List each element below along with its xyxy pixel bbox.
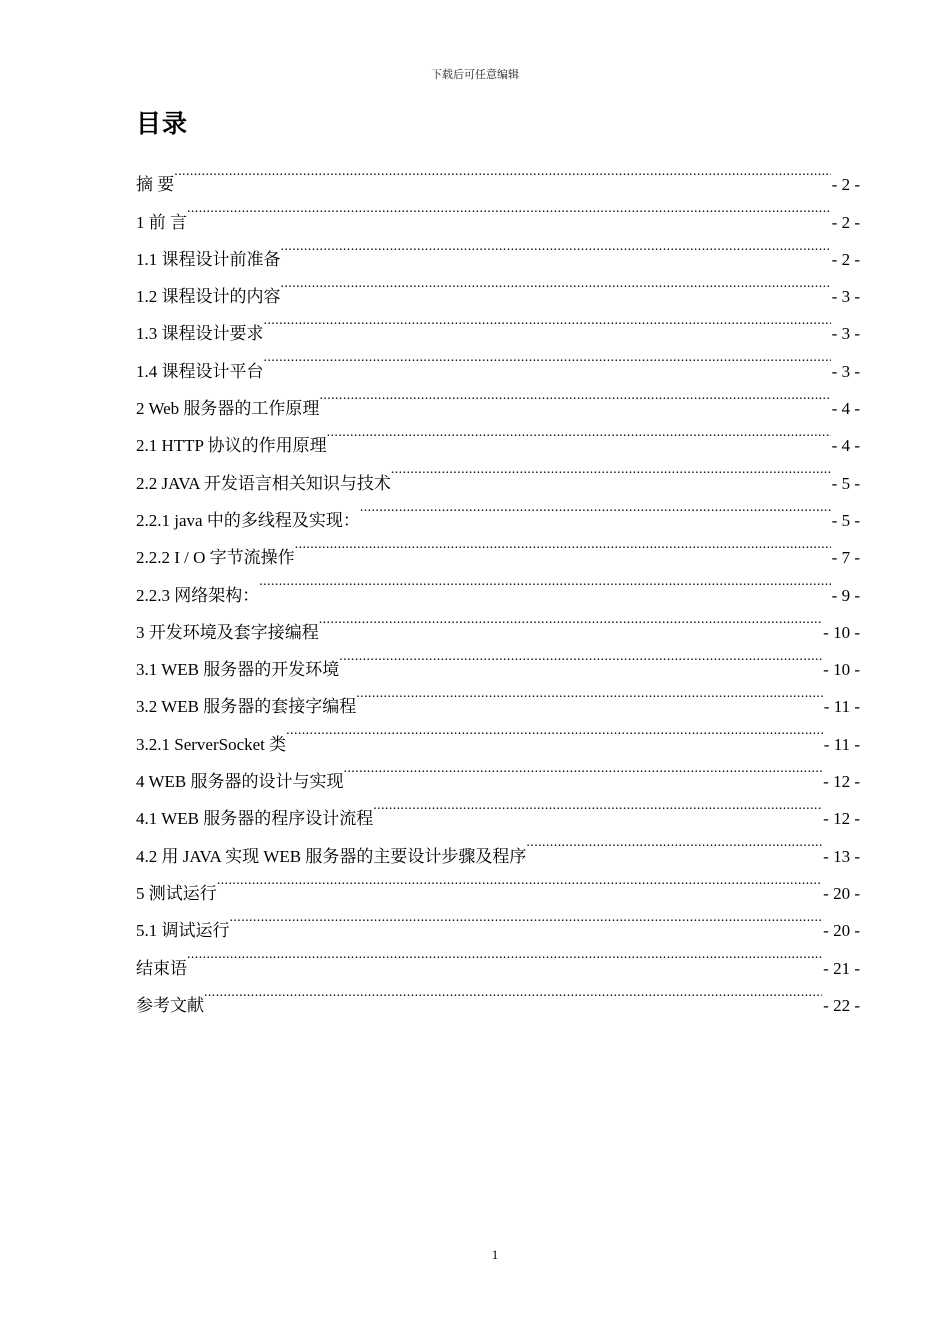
header-note: 下载后可任意编辑 — [431, 69, 519, 81]
toc-entry[interactable] — [136, 974, 860, 1015]
dot-leader — [230, 899, 823, 936]
toc-entry-page: - 21 - — [823, 958, 860, 978]
dot-leader — [391, 451, 831, 488]
dot-leader — [360, 489, 831, 526]
toc-entry-label: 4.1 WEB 服务器的程序设计流程 — [136, 809, 374, 829]
toc-entry-label: 摘 要 — [136, 175, 175, 195]
toc-entry-page: - 10 - — [823, 622, 860, 642]
toc-entry-page: - 5 - — [831, 510, 860, 530]
toc-entry-page: - 20 - — [823, 921, 860, 941]
toc-entry-label: 3.2 WEB 服务器的套接字编程 — [136, 697, 357, 717]
dot-leader — [319, 601, 822, 638]
toc-entry[interactable] — [136, 936, 860, 978]
table-of-contents — [136, 153, 860, 1015]
toc-entry-page: - 7 - — [831, 548, 860, 568]
toc-entry-page: - 12 - — [823, 809, 860, 829]
toc-entry-label: 2 Web 服务器的工作原理 — [136, 399, 320, 419]
toc-entry-page: - 4 - — [831, 436, 860, 456]
toc-entry-label: 4 WEB 服务器的设计与实现 — [136, 772, 344, 792]
dot-leader — [264, 302, 831, 339]
toc-entry-page: - 20 - — [823, 883, 860, 903]
toc-entry-label: 参考文献 — [136, 995, 204, 1015]
dot-leader — [187, 936, 822, 973]
toc-entry-label: 3 开发环境及套字接编程 — [136, 622, 319, 642]
toc-entry-page: - 22 - — [823, 995, 860, 1015]
toc-entry[interactable] — [136, 153, 860, 195]
dot-leader — [259, 563, 830, 600]
dot-leader — [373, 787, 822, 824]
toc-entry-label: 2.2.1 java 中的多线程及实现： — [136, 510, 360, 530]
dot-leader — [204, 974, 822, 1011]
dot-leader — [526, 824, 822, 861]
toc-entry-label: 1 前 言 — [136, 212, 187, 232]
dot-leader — [319, 377, 830, 414]
toc-entry-page: - 10 - — [823, 660, 860, 680]
toc-entry[interactable] — [136, 190, 860, 232]
toc-entry-label: 2.2.2 I / O 字节流操作 — [136, 548, 295, 568]
toc-entry-page: - 4 - — [831, 399, 860, 419]
toc-entry-label: 5.1 调试运行 — [136, 921, 230, 941]
toc-entry-page: - 13 - — [823, 846, 860, 866]
toc-entry-label: 3.1 WEB 服务器的开发环境 — [136, 660, 340, 680]
toc-entry-label: 2.1 HTTP 协议的作用原理 — [136, 436, 327, 456]
toc-entry-page: - 9 - — [831, 585, 860, 605]
toc-entry-label: 5 测试运行 — [136, 883, 217, 903]
dot-leader — [286, 712, 823, 749]
toc-entry-label: 2.2 JAVA 开发语言相关知识与技术 — [136, 473, 391, 493]
dot-leader — [264, 339, 831, 376]
toc-entry-page: - 2 - — [831, 249, 860, 269]
dot-leader — [174, 153, 830, 190]
toc-entry[interactable] — [136, 228, 860, 269]
dot-leader — [281, 265, 831, 302]
dot-leader — [187, 190, 831, 227]
page-number: 1 — [491, 1247, 499, 1262]
toc-entry-label: 4.2 用 JAVA 实现 WEB 服务器的主要设计步骤及程序 — [136, 846, 527, 866]
dot-leader — [327, 414, 831, 451]
toc-entry-page: - 3 - — [831, 287, 860, 307]
dot-leader — [281, 228, 831, 265]
toc-entry-page: - 12 - — [823, 772, 860, 792]
toc-entry-label: 1.2 课程设计的内容 — [136, 287, 281, 307]
dot-leader — [343, 750, 822, 787]
toc-title: 目录 — [136, 109, 189, 138]
toc-entry-label: 2.2.3 网络架构： — [136, 585, 260, 605]
dot-leader — [295, 526, 831, 563]
toc-entry-page: - 5 - — [831, 473, 860, 493]
toc-entry-page: - 2 - — [831, 175, 860, 195]
toc-entry-page: - 3 - — [831, 324, 860, 344]
toc-entry-label: 1.3 课程设计要求 — [136, 324, 264, 344]
toc-entry[interactable] — [136, 862, 860, 903]
toc-entry-label: 结束语 — [136, 958, 187, 978]
dot-leader — [356, 675, 823, 712]
toc-entry-label: 1.4 课程设计平台 — [136, 361, 264, 381]
dot-leader — [217, 862, 822, 899]
dot-leader — [339, 638, 822, 675]
toc-entry-page: - 11 - — [823, 697, 860, 717]
toc-entry-label: 3.2.1 ServerSocket 类 — [136, 734, 287, 754]
toc-entry-page: - 3 - — [831, 361, 860, 381]
toc-entry[interactable] — [136, 899, 860, 941]
toc-entry-label: 1.1 课程设计前准备 — [136, 249, 281, 269]
toc-entry-page: - 2 - — [831, 212, 860, 232]
toc-entry-page: - 11 - — [823, 734, 860, 754]
